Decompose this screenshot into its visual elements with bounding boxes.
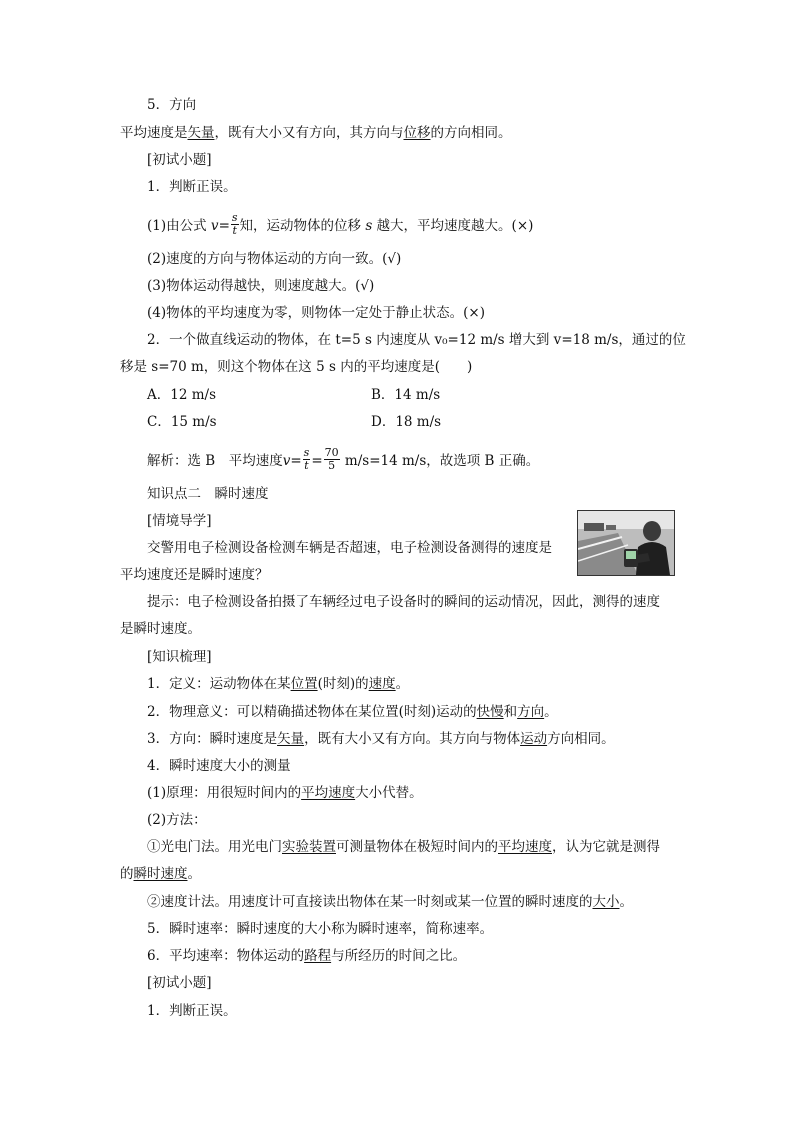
option-d: D．18 m/s <box>371 414 442 430</box>
method-2: ②速度计法。用速度计可直接读出物体在某一时刻或某一位置的瞬时速度的大小。 <box>147 894 633 910</box>
quiz-item-1: (1)由公式 v= $\frac{s}{t}$ 知，运动物体的位移 s 越大，平均速度越大。(×) <box>147 211 534 237</box>
quiz-item-2: (2)速度的方向与物体运动的方向一致。(√) <box>147 251 402 267</box>
option-c: C．15 m/s <box>147 414 217 430</box>
method-1-line-2: 的瞬时速度。 <box>120 866 201 882</box>
answer-explanation: 解析：选 B 平均速度v= $\frac{s}{t}$ = $\frac{70}{5}$ m/s=14 m/s，故选项 B 正确。 <box>147 446 540 472</box>
scenario-text-line-2: 平均速度还是瞬时速度？ <box>120 567 269 583</box>
quiz-question-2-line-2: 移是 s=70 m，则这个物体在这 5 s 内的平均速度是( ) <box>120 359 473 375</box>
quiz-question-1: 1．判断正误。 <box>147 179 237 195</box>
traffic-police-photo <box>577 510 675 576</box>
definition-item-5: 5．瞬时速率：瞬时速度的大小称为瞬时速率，简称速率。 <box>147 921 494 937</box>
quiz-item-3: (3)物体运动得越快，则速度越大。(√) <box>147 278 375 294</box>
fraction-70-over-5: $\frac{70}{5}$ <box>324 446 339 472</box>
definition-item-1: 1．定义：运动物体在某位置(时刻)的速度。 <box>147 676 410 692</box>
fraction-s-over-t: $\frac{s}{t}$ <box>303 446 310 472</box>
definition-item-2: 2．物理意义：可以精确描述物体在某位置(时刻)运动的快慢和方向。 <box>147 704 558 720</box>
traffic-police-illustration <box>578 511 674 575</box>
definition-item-4: 4．瞬时速度大小的测量 <box>147 758 291 774</box>
quiz-2-question-1: 1．判断正误。 <box>147 1003 237 1019</box>
method-1-line-1: ①光电门法。用光电门实验装置可测量物体在极短时间内的平均速度，认为它就是测得 <box>147 839 660 855</box>
quiz-heading-2: [初试小题] <box>147 975 212 991</box>
fraction-s-over-t: $\frac{s}{t}$ <box>231 211 238 237</box>
scenario-heading: [情境导学] <box>147 513 212 529</box>
hint-line-2: 是瞬时速度。 <box>120 621 201 637</box>
measurement-principle: (1)原理：用很短时间内的平均速度大小代替。 <box>147 785 423 801</box>
measurement-methods: (2)方法： <box>147 812 207 828</box>
definition-item-6: 6．平均速率：物体运动的路程与所经历的时间之比。 <box>147 948 467 964</box>
scenario-text-line-1: 交警用电子检测设备检测车辆是否超速，电子检测设备测得的速度是 <box>147 540 552 556</box>
option-b: B．14 m/s <box>371 387 441 403</box>
quiz-question-2-line-1: 2．一个做直线运动的物体，在 t=5 s 内速度从 v₀=12 m/s 增大到 v=18 m/s，通过的位 <box>147 332 686 348</box>
definition-item-3: 3．方向：瞬时速度是矢量，既有大小又有方向。其方向与物体运动方向相同。 <box>147 731 615 747</box>
quiz-heading: [初试小题] <box>147 152 212 168</box>
section-5-text: 平均速度是矢量，既有大小又有方向，其方向与位移的方向相同。 <box>120 125 512 141</box>
knowledge-point-2-title: 知识点二 瞬时速度 <box>147 486 269 502</box>
option-a: A．12 m/s <box>147 387 216 403</box>
knowledge-sort-heading: [知识梳理] <box>147 649 212 665</box>
hint-line-1: 提示：电子检测设备拍摄了车辆经过电子设备时的瞬间的运动情况，因此，测得的速度 <box>147 594 660 610</box>
quiz-item-4: (4)物体的平均速度为零，则物体一定处于静止状态。(×) <box>147 305 485 321</box>
section-5-title: 5．方向 <box>147 97 197 113</box>
